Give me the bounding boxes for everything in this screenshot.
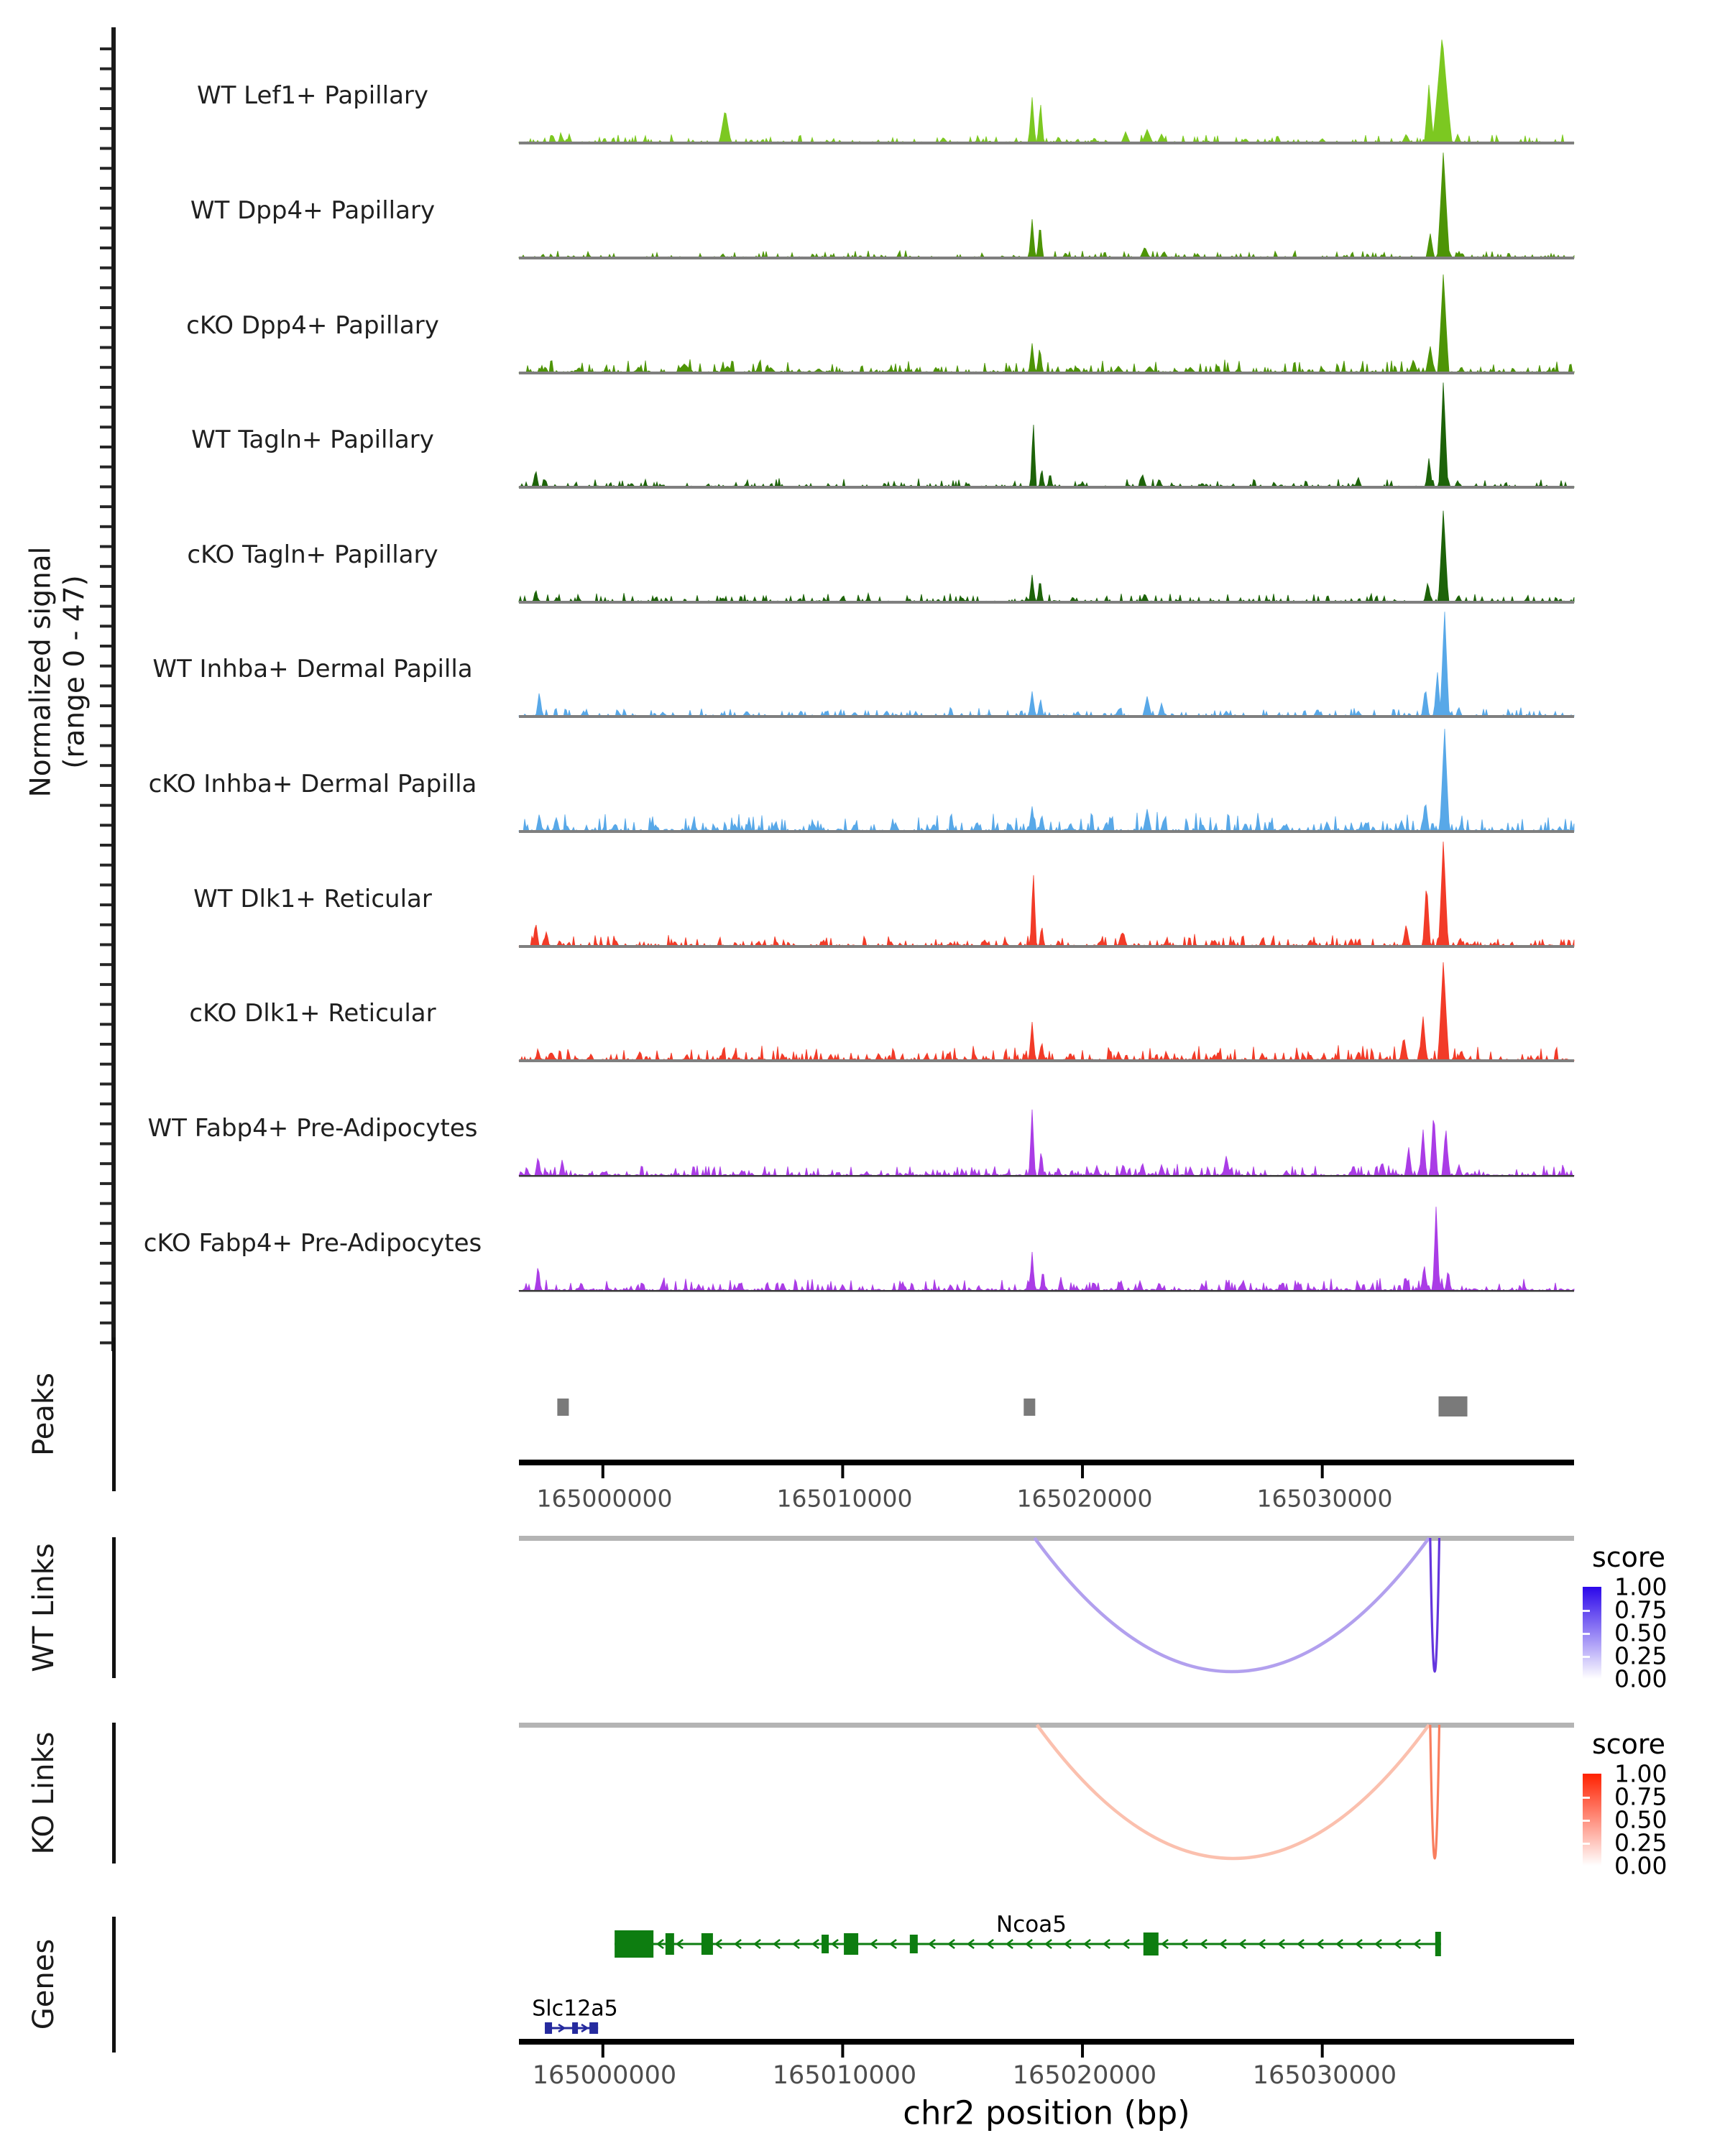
gene-ncoa5-exon-1 (615, 1930, 653, 1958)
signal-axis-tick (100, 326, 111, 329)
wt-links-baseline (519, 1536, 1574, 1541)
genome-axis-bottom-tick-1 (602, 2045, 604, 2058)
axis1-tick-165020000: 165020000 (1016, 1484, 1153, 1513)
signal-axis-tick (100, 167, 111, 170)
genome-axis-line-bottom (519, 2039, 1574, 2045)
signal-axis-tick (100, 247, 111, 249)
track-label-wt-tagln: WT Tagln+ Papillary (191, 425, 434, 454)
signal-axis-tick (100, 1322, 111, 1325)
signal-axis-tick (100, 1262, 111, 1265)
track-label-cko-dlk1: cKO Dlk1+ Reticular (189, 999, 436, 1028)
genome-axis-bottom-tick-3 (1081, 2045, 1084, 2058)
signal-axis-tick (100, 1182, 111, 1185)
signal-polygon-6 (519, 612, 1574, 717)
signal-axis-label-line2: (range 0 - 47) (58, 575, 91, 769)
signal-axis-tick (100, 684, 111, 687)
track-baseline-6 (519, 715, 1574, 718)
signal-polygon-1 (519, 40, 1574, 143)
ko-links-arc-2 (1430, 1725, 1440, 1858)
genome-axis-top-tick-4 (1321, 1465, 1324, 1478)
signal-axis-tick (100, 525, 111, 528)
signal-polygon-9 (519, 962, 1574, 1061)
signal-axis-tick (100, 286, 111, 289)
track-label-wt-dlk1: WT Dlk1+ Reticular (193, 885, 432, 913)
gene-ncoa5-exon-8 (1435, 1932, 1441, 1956)
signal-axis-tick (100, 127, 111, 130)
wt-score-legend-title: score (1591, 1542, 1666, 1573)
wt-legend-value-025: 0.25 (1614, 1641, 1668, 1670)
genome-axis-line-top (519, 1460, 1574, 1465)
track-baseline-10 (519, 1175, 1574, 1177)
signal-axis-tick (100, 824, 111, 826)
signal-axis-tick (100, 883, 111, 886)
signal-axis-tick (100, 1202, 111, 1205)
gene-slc12a5-exon-2 (572, 2022, 578, 2034)
genome-axis-bottom-tick-2 (841, 2045, 844, 2058)
signal-axis-tick (100, 1043, 111, 1046)
signal-axis-tick (100, 745, 111, 747)
track-label-cko-fabp4: cKO Fabp4+ Pre-Adipocytes (143, 1229, 482, 1258)
peak-box-3 (1438, 1396, 1467, 1416)
ko-links-bracket (112, 1723, 116, 1864)
signal-axis-tick (100, 147, 111, 150)
signal-axis-tick (100, 923, 111, 926)
track-baseline-9 (519, 1059, 1574, 1062)
signal-axis-tick (100, 406, 111, 409)
signal-axis-tick (100, 346, 111, 349)
wt-links-bracket (112, 1537, 116, 1678)
ko-legend-value-100: 1.00 (1614, 1759, 1668, 1788)
signal-axis-tick (100, 1143, 111, 1146)
peaks-bracket (112, 1337, 116, 1491)
signal-axis-tick (100, 585, 111, 588)
signal-axis-tick (100, 1162, 111, 1165)
signal-axis-tick (100, 784, 111, 787)
signal-axis-tick (100, 944, 111, 946)
track-label-wt-lef1: WT Lef1+ Papillary (196, 81, 429, 110)
track-label-cko-tagln: cKO Tagln+ Papillary (187, 540, 438, 569)
signal-axis-tick (100, 466, 111, 469)
axis1-tick-165030000: 165030000 (1256, 1484, 1393, 1513)
signal-axis-tick (100, 1342, 111, 1345)
axis2-tick-165030000: 165030000 (1252, 2061, 1397, 2090)
gene-slc12a5-exon-3 (589, 2022, 598, 2034)
peaks-section-label: Peaks (27, 1373, 60, 1456)
signal-polygon-4 (519, 382, 1574, 487)
wt-legend-value-000: 0.00 (1614, 1664, 1668, 1693)
signal-axis-tick (100, 425, 111, 428)
signal-axis-tick (100, 645, 111, 648)
gene-ncoa5-exon-4 (822, 1935, 829, 1953)
axis2-tick-165020000: 165020000 (1012, 2061, 1157, 2090)
signal-axis-tick (100, 605, 111, 608)
signal-axis-tick (100, 366, 111, 369)
x-axis-title: chr2 position (bp) (903, 2093, 1190, 2132)
signal-axis-tick (100, 665, 111, 668)
signal-axis-tick (100, 1082, 111, 1085)
signal-axis-tick (100, 47, 111, 50)
track-baseline-11 (519, 1290, 1574, 1292)
signal-axis-tick (100, 226, 111, 229)
signal-axis-label-line1: Normalized signal (24, 546, 58, 798)
signal-polygon-7 (519, 729, 1574, 831)
track-baseline-2 (519, 257, 1574, 259)
signal-axis-tick (100, 1023, 111, 1026)
signal-axis-tick (100, 187, 111, 190)
signal-axis-tick (100, 724, 111, 727)
gene-slc12a5-exon-1 (545, 2022, 552, 2034)
track-label-cko-dpp4: cKO Dpp4+ Papillary (186, 311, 439, 340)
gene-ncoa5-exon-2 (666, 1933, 674, 1955)
signal-axis-tick (100, 1281, 111, 1284)
signal-axis-tick (100, 446, 111, 448)
genome-axis-top-tick-2 (841, 1465, 844, 1478)
signal-axis-tick (100, 207, 111, 210)
wt-links-section-label: WT Links (27, 1543, 60, 1672)
track-label-wt-dpp4: WT Dpp4+ Papillary (190, 196, 436, 225)
signal-axis-tick (100, 505, 111, 508)
ko-links-baseline (519, 1723, 1574, 1728)
ko-links-section-label: KO Links (27, 1731, 60, 1855)
track-baseline-7 (519, 830, 1574, 833)
wt-links-arc-1 (1034, 1538, 1429, 1672)
genome-axis-bottom-tick-4 (1321, 2045, 1324, 2058)
track-baseline-4 (519, 486, 1574, 489)
wt-score-legend-gradient (1583, 1587, 1601, 1679)
signal-polygon-5 (519, 511, 1574, 602)
signal-axis-tick (100, 963, 111, 966)
signal-axis-tick (100, 485, 111, 488)
track-baseline-3 (519, 372, 1574, 374)
track-baseline-8 (519, 945, 1574, 948)
track-label-wt-fabp4: WT Fabp4+ Pre-Adipocytes (147, 1114, 478, 1143)
genes-section-label: Genes (27, 1938, 60, 2030)
ko-legend-value-025: 0.25 (1614, 1828, 1668, 1857)
gene-label-slc12a5: Slc12a5 (532, 1996, 618, 2022)
signal-axis-tick (100, 844, 111, 847)
genome-axis-top-tick-1 (602, 1465, 604, 1478)
ko-legend-value-050: 0.50 (1614, 1805, 1668, 1834)
ko-score-legend-gradient (1583, 1774, 1601, 1866)
axis1-tick-165010000: 165010000 (776, 1484, 913, 1513)
signal-axis-tick (100, 68, 111, 70)
track-label-wt-inhba: WT Inhba+ Dermal Papilla (152, 655, 473, 683)
ko-links-arc-1 (1037, 1725, 1429, 1858)
gene-ncoa5-exon-6 (910, 1935, 918, 1953)
signal-axis-tick (100, 983, 111, 986)
gene-label-ncoa5: Ncoa5 (996, 1912, 1067, 1938)
peak-box-2 (1024, 1399, 1035, 1416)
signal-axis-tick (100, 704, 111, 707)
wt-legend-value-050: 0.50 (1614, 1618, 1668, 1647)
signal-axis-tick (100, 1123, 111, 1125)
gene-ncoa5-exon-5 (844, 1933, 858, 1955)
signal-axis-tick (100, 107, 111, 110)
signal-axis-tick (100, 565, 111, 568)
ko-legend-value-000: 0.00 (1614, 1851, 1668, 1880)
genes-bracket (112, 1917, 116, 2053)
ko-legend-value-075: 0.75 (1614, 1782, 1668, 1811)
signal-axis-tick (100, 804, 111, 807)
signal-axis-tick (100, 386, 111, 389)
axis1-tick-165000000: 165000000 (536, 1484, 673, 1513)
signal-axis-tick (100, 764, 111, 767)
signal-polygon-8 (519, 842, 1574, 946)
signal-axis-tick (100, 1102, 111, 1105)
signal-axis-tick (100, 1242, 111, 1245)
signal-axis-line (111, 27, 116, 1351)
gene-ncoa5-exon-3 (702, 1933, 713, 1955)
signal-axis-tick (100, 1063, 111, 1066)
signal-axis-tick (100, 625, 111, 627)
signal-axis-tick (100, 267, 111, 270)
wt-links-arc-2 (1430, 1538, 1440, 1672)
wt-legend-value-100: 1.00 (1614, 1572, 1668, 1601)
signal-polygon-2 (519, 152, 1574, 258)
signal-axis-tick (100, 87, 111, 90)
signal-polygon-10 (519, 1110, 1574, 1176)
signal-axis-tick (100, 864, 111, 867)
ko-score-legend-title: score (1591, 1728, 1666, 1760)
signal-axis-tick (100, 1302, 111, 1304)
signal-axis-tick (100, 1222, 111, 1225)
axis2-tick-165000000: 165000000 (532, 2061, 677, 2090)
signal-axis-tick (100, 1003, 111, 1006)
signal-axis-tick (100, 545, 111, 548)
track-baseline-5 (519, 601, 1574, 604)
genome-axis-top-tick-3 (1081, 1465, 1084, 1478)
peak-box-1 (557, 1399, 569, 1416)
track-label-cko-inhba: cKO Inhba+ Dermal Papilla (148, 770, 477, 798)
signal-polygon-11 (519, 1207, 1574, 1291)
track-baseline-1 (519, 142, 1574, 144)
signal-axis-tick (100, 306, 111, 309)
wt-legend-value-075: 0.75 (1614, 1595, 1668, 1624)
axis2-tick-165010000: 165010000 (772, 2061, 917, 2090)
signal-polygon-3 (519, 275, 1574, 373)
gene-ncoa5-exon-7 (1144, 1932, 1159, 1955)
signal-axis-tick (100, 903, 111, 906)
